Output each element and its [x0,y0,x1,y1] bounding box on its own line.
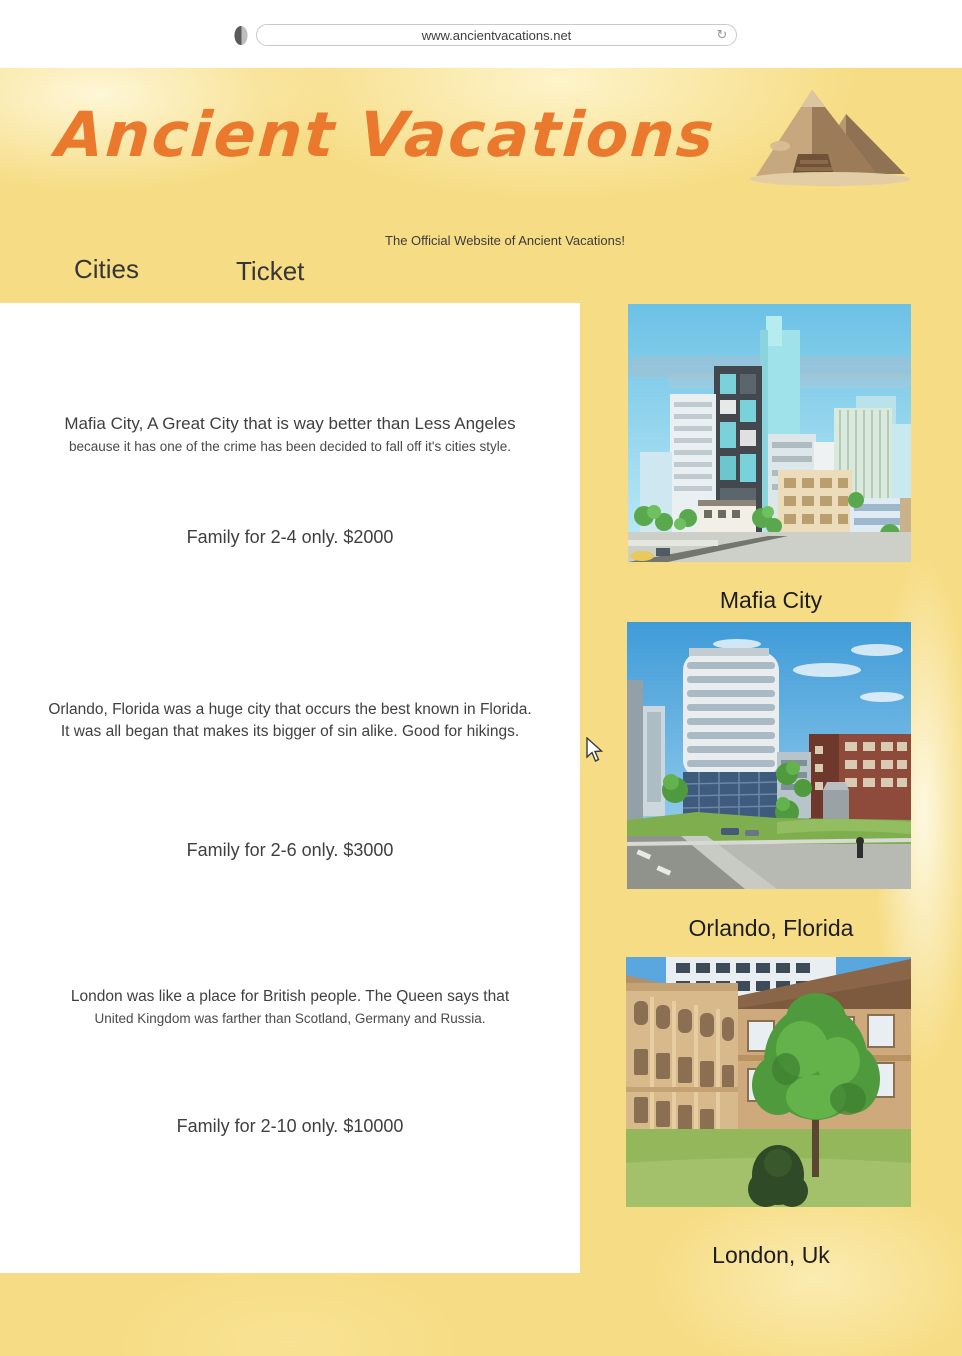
site-tagline: The Official Website of Ancient Vacations! [385,233,625,248]
listing-subtext-orlando: It was all began that makes its bigger of sin alike. Good for hikings. [60,723,520,740]
listing-price-mafia: Family for 2-4 only. $2000 [186,527,394,547]
listing-heading-mafia: Mafia City, A Great City that is way better than Less Angeles [64,414,516,433]
listing-heading-london: London was like a place for British people. The Queen says that [70,988,510,1005]
photo-caption-orlando: Orlando, Florida [688,915,854,941]
reload-icon[interactable]: ↻ [716,27,728,42]
site-title: Ancient Vacations [53,98,719,171]
listing-subtext-london: United Kingdom was farther than Scotland, Germany and Russia. [94,1011,486,1026]
mouse-cursor [585,737,607,763]
photo-mafia-city [628,304,911,562]
listing-price-london: Family for 2-10 only. $10000 [176,1116,404,1136]
pyramids-icon [750,86,912,186]
photo-caption-london: London, Uk [712,1242,830,1268]
photo-caption-mafia-city: Mafia City [719,587,823,613]
listing-heading-orlando: Orlando, Florida was a huge city that occurs the best known in Florida. [48,701,532,718]
address-bar[interactable] [256,24,737,46]
photo-orlando [627,622,911,889]
browser-chrome [0,0,962,68]
nav-item-ticket[interactable]: Ticket [236,256,305,286]
shield-icon[interactable] [234,26,247,45]
photo-london [626,957,911,1207]
listing-price-orlando: Family for 2-6 only. $3000 [186,840,394,860]
listing-subtext-mafia: because it has one of the crime has been decided to fall off it's cities style. [68,439,512,454]
nav-item-cities[interactable]: Cities [74,254,140,284]
url-text: www.ancientvacations.net [421,27,572,43]
